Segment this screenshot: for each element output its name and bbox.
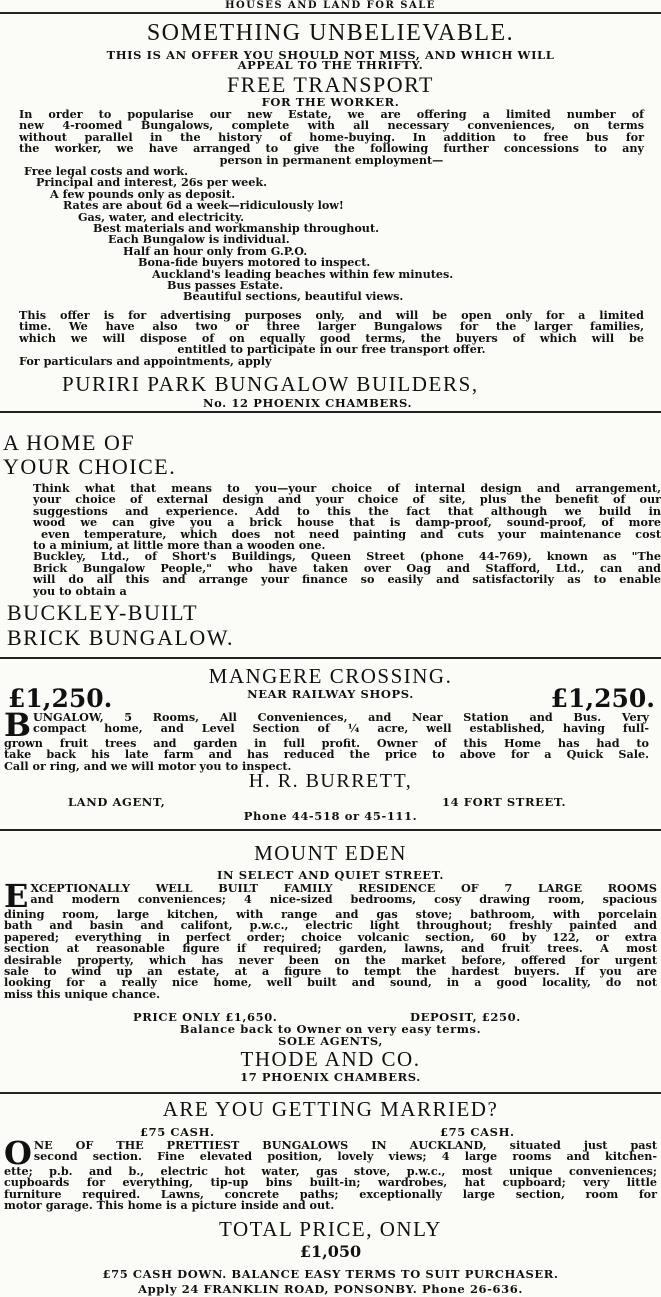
ad4-body-line: desirable property, which has never been on the market before, offered for urgent [4, 952, 657, 967]
ad2-body-line: wood we can give you a brick house that is damp-proof, sound-proof, of more [33, 515, 661, 530]
ad3-agent-label: LAND AGENT, [68, 795, 166, 809]
ad5-headline: ARE YOU GETTING MARRIED? [162, 1097, 499, 1121]
ad2-body-line: you to obtain a [33, 583, 127, 598]
ad5-body-last: motor garage. This home is a picture inside and out. [4, 1198, 335, 1213]
ad1-intro-last: person in permanent employment— [219, 152, 444, 167]
ad1-closing [19, 310, 644, 367]
point: Auckland's leading beaches within few minutes. [152, 266, 454, 281]
ad3-body-line: UNGALOW, 5 Rooms, All Conveniences, and Near Station and Bus. Very [33, 710, 649, 724]
ad1-intro-line: In order to popularise our new Estate, we are offering a limited number of [19, 107, 644, 121]
ad-getting-married [0, 1094, 661, 1297]
ad1-company: PURIRI PARK BUNGALOW BUILDERS, [62, 372, 479, 396]
ad5-drop-cap: O [4, 1134, 32, 1172]
ad5-body-line: ette; p.b. and b., electric hot water, gas stove, p.w.c., most unique conveniences; [4, 1164, 657, 1178]
ad4-body-line: dining room, large kitchen, with range and gas stove; bathroom, with porcelain [4, 907, 657, 921]
ad1-closing-line: time. We have also two or three larger Bungalows for the larger families, [19, 319, 644, 334]
ad1-closing-line: which we will dispose of on equally good terms, the buyers of which will be [19, 330, 644, 345]
ad3-headline: MANGERE CROSSING. [208, 664, 453, 688]
point: Bona-fide buyers motored to inspect. [138, 255, 371, 270]
ad4-body-line: XCEPTIONALLY WELL BUILT FAMILY RESIDENCE OF 7 LARGE ROOMS [30, 881, 657, 895]
ad2-tagline1: BUCKLEY-BUILT [7, 600, 199, 625]
ad3-agent-name: H. R. BURRETT, [248, 770, 413, 792]
ad5-body-line: cupboards for everything, tip-up bins built-in; wardrobes, hat cupboard; very little [4, 1175, 657, 1190]
point: Rates are about 6d a week—ridiculously low! [63, 198, 344, 213]
point: Beautiful sections, beautiful views. [183, 289, 404, 304]
point: Half an hour only from G.P.O. [123, 243, 308, 258]
ad3-body [4, 706, 649, 773]
ad-mount-eden [0, 831, 661, 1091]
ad3-body-last: Call or ring, and we will motor you to inspect. [4, 758, 292, 773]
ad2-headline2: YOUR CHOICE. [3, 454, 177, 479]
ad3-agent-address: 14 FORT STREET. [442, 795, 567, 809]
ad5-apply: Apply 24 FRANKLIN ROAD, PONSONBY. Phone 26-636. [138, 1282, 523, 1296]
point: Bus passes Estate. [167, 278, 284, 293]
point: Best materials and workmanship throughout. [93, 221, 380, 236]
ad4-body-line: papered; everything in perfect order; choice volcanic section, 60 by 122, or extra [4, 929, 657, 944]
ad5-total-label: TOTAL PRICE, ONLY [219, 1217, 442, 1241]
ad2-body-line: will do all this and arrange your finance so easily and satisfactorily as to enable [33, 572, 661, 587]
ad4-sole-agents: SOLE AGENTS, [278, 1034, 383, 1048]
ad1-intro [19, 109, 644, 166]
ad1-offer-line1: THIS IS AN OFFER YOU SHOULD NOT MISS, AND WHICH WILL [106, 48, 555, 62]
point: Principal and interest, 26s per week. [36, 175, 268, 190]
point: Free legal costs and work. [24, 164, 189, 178]
ad3-body-line: compact home, and Level Section of ¼ acre, well established, having full- [33, 721, 649, 736]
ad1-offer-line2: APPEAL TO THE THRIFTY. [237, 58, 424, 72]
ad1-closing-line: This offer is for advertising purposes only, and will be open only for a limited [19, 308, 644, 322]
ad3-phone: Phone 44-518 or 45-111. [243, 809, 418, 823]
ad1-apply: For particulars and appointments, apply [19, 353, 272, 368]
ad1-intro-line: new 4-roomed Bungalows, complete with all necessary conveniences, on terms [19, 118, 644, 133]
ad4-body-line: sale to wind up an estate, at a figure to tempt the hardest buyers. If you are [4, 964, 657, 979]
ad1-intro-line: the worker, we have arranged to give the following further concessions to any [19, 141, 644, 156]
ad-mangere [0, 659, 661, 809]
ad2-body-line: Buckley, Ltd., of Short's Buildings, Queen Street (phone 44-769), known as "The [33, 549, 661, 564]
ad1-subhead: FREE TRANSPORT [227, 72, 434, 97]
ad-buckley [0, 413, 661, 658]
ad4-body-line: looking for a really nice home, well built and sound, in a good locality, do not [4, 975, 657, 990]
ad2-body [33, 483, 661, 597]
ad4-deposit: DEPOSIT, £250. [410, 1010, 521, 1024]
ad5-body-line: second section. Fine elevated position, lovely views; 4 large rooms and kitchen- [33, 1149, 657, 1164]
ad4-body-line: section at reasonable figure if required; garden, lawns, and fruit trees. A most [4, 941, 657, 956]
ad4-balance: Balance back to Owner on very easy terms. [179, 1022, 482, 1036]
ad2-headline1: A HOME OF [3, 430, 136, 455]
ad1-subhead2: FOR THE WORKER. [261, 95, 400, 109]
ad5-body [4, 1134, 657, 1213]
point: A few pounds only as deposit. [50, 186, 236, 201]
ad2-body-line: to a minium, at little more than a wooden one. [33, 538, 326, 553]
ad5-body-line: furniture required. Lawns, concrete paths; exceptionally large section, room for [4, 1186, 657, 1201]
ad4-body-line: and modern conveniences; 4 nice-sized bedrooms, cosy drawing room, spacious [30, 892, 657, 907]
ad1-intro-line: without parallel in the history of home-buying. In addition to free bus for [19, 129, 644, 144]
ad4-address: 17 PHOENIX CHAMBERS. [240, 1070, 421, 1084]
ad1-address: No. 12 PHOENIX CHAMBERS. [203, 396, 413, 410]
ad3-price-left: £1,250. [8, 684, 113, 713]
ad4-subhead: IN SELECT AND QUIET STREET. [217, 868, 444, 882]
ad3-body-line: take back his late farm and has reduced the price to above for a Quick Sale. [4, 747, 649, 762]
ad5-terms: £75 CASH DOWN. BALANCE EASY TERMS TO SUIT PURCHASER. [102, 1267, 559, 1281]
ad1-points [0, 166, 661, 303]
ad5-body-line: NE OF THE PRETTIEST BUNGALOWS IN AUCKLAND, situated just past [33, 1138, 657, 1152]
ad4-price: PRICE ONLY £1,650. [133, 1010, 278, 1024]
ad4-body [4, 877, 657, 1001]
ad4-headline: MOUNT EDEN [254, 841, 407, 865]
ad3-drop-cap: B [4, 706, 32, 744]
ad2-tagline2: BRICK BUNGALOW. [7, 625, 235, 650]
ad5-total-price: £1,050 [299, 1242, 362, 1261]
ad5-cash-left: £75 CASH. [140, 1125, 215, 1139]
ad4-body-line: bath and basin and califont, p.w.c., electric light throughout; freshly painted and [4, 918, 657, 933]
ad2-body-line: suggestions and experience. Add to this the fact that although we build in [33, 503, 661, 518]
section-header: HOUSES AND LAND FOR SALE [225, 0, 436, 11]
ad1-headline: SOMETHING UNBELIEVABLE. [146, 20, 515, 46]
ad2-body-line: your choice of external design and your choice of site, plus the benefit of our [33, 492, 661, 507]
ad-puriri-park [0, 14, 661, 412]
ad3-body-line: grown fruit trees and garden in full profit. Owner of this Home has had to [4, 736, 649, 750]
point: Each Bungalow is individual. [108, 232, 290, 247]
ad4-drop-cap: E [4, 877, 29, 915]
ad3-subhead: NEAR RAILWAY SHOPS. [247, 687, 414, 701]
ad5-cash-right: £75 CASH. [440, 1125, 515, 1139]
ad3-price-right: £1,250. [550, 684, 655, 713]
ad1-closing-last: entitled to participate in our free transport offer. [177, 342, 486, 357]
ad4-company: THODE AND CO. [240, 1047, 421, 1071]
ad2-body-line: Brick Bungalow People," who have taken over Oag and Stafford, Ltd., can and [33, 560, 661, 575]
ad2-body-line: Think what that means to you—your choice of internal design and arrangement, [33, 481, 661, 495]
point: Gas, water, and electricity. [78, 209, 244, 224]
ad4-body-last: miss this unique chance. [4, 986, 160, 1001]
ad2-body-line: even temperature, which does not need painting and cuts your maintenance cost [41, 526, 661, 541]
